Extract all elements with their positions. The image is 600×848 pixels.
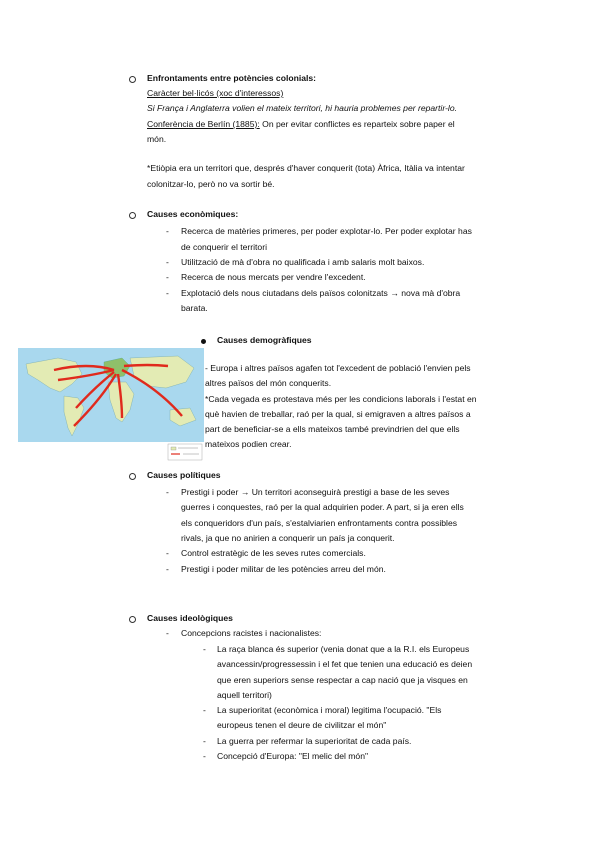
list-item: Explotació dels nous ciutadans dels països colonitzats → nova mà d'obra — [181, 288, 461, 298]
bullet-circle-icon — [129, 473, 136, 480]
dash-bullet-icon: - — [203, 736, 206, 746]
section-title-politiques: Causes polítiques — [147, 470, 221, 480]
map-legend — [168, 444, 202, 460]
list-item: aquell territori) — [217, 690, 272, 700]
dash-bullet-icon: - — [166, 548, 169, 558]
text-line: *Cada vegada es protestava més per les condicions laborals i l'estat en — [205, 394, 477, 404]
list-item: avancessin/progressessin i el fet que tenien una educació es deien — [217, 659, 473, 669]
note-line: *Etiòpia era un territori que, després d'haver conquerit (tota) Àfrica, Itàlia va intentar — [147, 163, 465, 173]
list-item: Concepció d'Europa: "El melic del món" — [217, 751, 369, 761]
list-item: Control estratègic de les seves rutes comercials. — [181, 548, 366, 558]
section-title-economiques: Causes econòmiques: — [147, 209, 239, 219]
dash-bullet-icon: - — [166, 226, 169, 236]
section-title-ideologiques: Causes ideològiques — [147, 613, 233, 623]
berlin-label: Conferència de Berlín (1885): — [147, 119, 260, 129]
section-title-demografiques: Causes demogràfiques — [217, 335, 312, 345]
list-item: rivals, ja que no anirien a conquerir un país ja conquerit. — [181, 533, 395, 543]
text-line: Caràcter bel·licós (xoc d'interessos) — [147, 88, 284, 98]
bullet-circle-icon — [129, 212, 136, 219]
list-item: Prestigi i poder → Un territori aconseguirà prestigi a base de les seves — [181, 487, 450, 497]
dash-bullet-icon: - — [203, 705, 206, 715]
bullet-circle-icon — [129, 616, 136, 623]
dash-bullet-icon: - — [166, 288, 169, 298]
dash-bullet-icon: - — [166, 487, 169, 497]
list-item: Prestigi i poder militar de les potències arreu del món. — [181, 564, 386, 574]
list-item: Recerca de nous mercats per vendre l'excedent. — [181, 272, 366, 282]
berlin-text: On per evitar conflictes es reparteix sobre paper el — [259, 119, 455, 129]
text-line: - Europa i altres països agafen tot l'excedent de població l'envien pels — [205, 363, 471, 373]
note-line: colonitzar-lo, però no va sortir bé. — [147, 179, 275, 189]
list-item: de conquerir el territori — [181, 242, 267, 252]
dash-bullet-icon: - — [166, 564, 169, 574]
dash-bullet-icon: - — [166, 628, 169, 638]
text-line: món. — [147, 134, 167, 144]
arrow — [124, 365, 168, 366]
list-item: europeus tenen el deure de civilitzar el món" — [217, 720, 387, 730]
list-item: que eren superiors sense respectar a cap nació que ja visques en — [217, 675, 468, 685]
text-line: què havien de treballar, raó per la qual, si emigraven a altres països a — [205, 409, 471, 419]
list-item: barata. — [181, 303, 208, 313]
section-title-enfrontaments: Enfrontaments entre potències colonials: — [147, 73, 317, 83]
sub-heading: Concepcions racistes i nacionalistes: — [181, 628, 322, 638]
text-line: Si França i Anglaterra volien el mateix territori, hi hauria problemes per repartir-lo. — [147, 103, 457, 113]
list-item: guerres i conquestes, raó per la qual adquirien poder. A part, si ja eren ells — [181, 502, 464, 512]
dash-bullet-icon: - — [166, 257, 169, 267]
list-item: La guerra per refermar la superioritat de cada país. — [217, 736, 412, 746]
text-line: part de beneficiar-se a ells mateixos també previndrien del que ells — [205, 424, 460, 434]
bullet-dot-icon — [201, 339, 206, 344]
dash-bullet-icon: - — [203, 644, 206, 654]
list-item: Utilització de mà d'obra no qualificada i amb salaris molt baixos. — [181, 257, 425, 267]
list-item: La raça blanca és superior (venia donat que a la R.I. els Europeus — [217, 644, 470, 654]
list-item: Recerca de matèries primeres, per poder explotar-lo. Per poder explotar has — [181, 226, 472, 236]
text-line: altres països del món conquerits. — [205, 378, 332, 388]
list-item: els conqueridors d'un país, s'estalviarien enfrontaments contra possibles — [181, 518, 458, 528]
text-line: mateixos podien crear. — [205, 439, 292, 449]
world-migration-map — [18, 348, 204, 462]
dash-bullet-icon: - — [166, 272, 169, 282]
list-item: La superioritat (econòmica i moral) legitima l'ocupació. "Els — [217, 705, 442, 715]
dash-bullet-icon: - — [203, 751, 206, 761]
bullet-circle-icon — [129, 76, 136, 83]
text-line-berlin — [147, 119, 455, 130]
